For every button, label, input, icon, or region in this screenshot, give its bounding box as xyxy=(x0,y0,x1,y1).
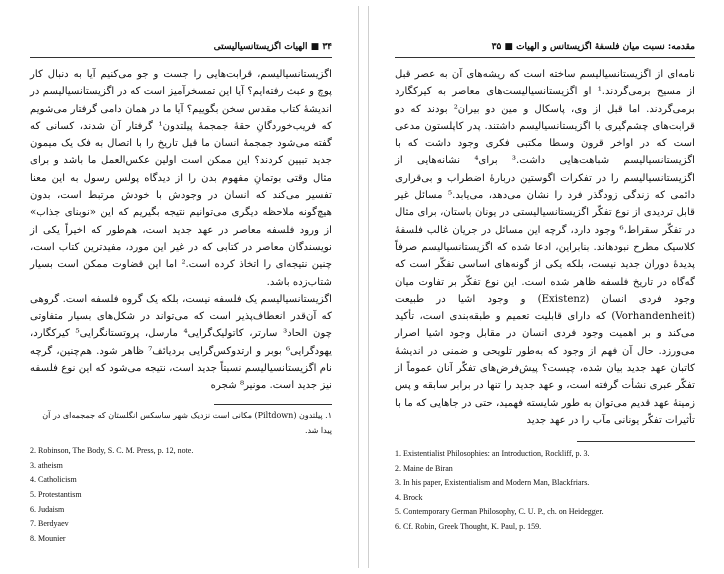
footnote-rule xyxy=(577,441,695,442)
footnotes xyxy=(395,447,695,535)
footnote: 5. Protestantism xyxy=(30,489,82,499)
footnote: 4. Catholicism xyxy=(30,475,77,485)
footnote: 1. Existentialist Philosophies: an Introduction, Rockliff, p. 3. xyxy=(395,449,590,458)
page-header xyxy=(395,42,695,56)
footnote: 4. Brock xyxy=(395,492,423,502)
footnote: 6. Cf. Robin, Greek Thought, K. Paul, p. 159. xyxy=(395,521,542,531)
footnote: 3. atheism xyxy=(30,460,63,470)
paragraph: اگزیستانسیالیسم، قرابت‌هایی را جست و جو می‌کنیم آیا به دنبال کار پوچ و عبث رفته‌ایم؟ آیا این تمسخرآمیز است که در اگزیستانسیالیسم در اندیشهٔ کتاب مقدس سخن بگوییم؟ آیا ما در همان دامی گرفتار می‌شویم که فریب‌خوردگانِ حقهٔ جمجمهٔ پیلتدون¹ گرفتار آن شدند، کسانی که گفته می‌شود جمجمهٔ انسان ما قبل تاریخ را با اتصال به فک یک میمون جدید تبیین کردند؟ این ممکن است اولین عکس‌العمل ما باشد و برای مثال وقتی بوتمانِ مفهوم بدن را از دیدگاه پولس رسول به این معنا تفسیر می‌کند که انسان در وجودش با خودش مرتبط است، بدون هیچ‌گونه ملاحظه دیگری می‌توانیم نتیجه بگیریم که این «نوبنای جذاب» از ورود فلسفه معاصر در عهد جدید است، هم‌طور که اخیراً یکی از نویسندگان معاصر در کتابی که در غیر این مورد، مفیدترین کتاب است، چنین نتیجه‌ای را اتخاذ کرده است.² اما این قضاوت ممکن است بسیار شتاب‌زده باشد. xyxy=(30,69,332,288)
header-rule xyxy=(30,57,332,58)
footnote: ۱. پیلتدون (Piltdown) مکانی است نزدیک شهر ساسکس انگلستان که جمجمه‌ای در آن پیدا شد. xyxy=(42,411,332,435)
running-header: مقدمه: نسبت میان فلسفهٔ اگزیستانس و الهیات ■ ۳۵ xyxy=(491,42,695,52)
header-rule xyxy=(395,57,695,58)
footnote: 7. Berdyaev xyxy=(30,519,69,529)
footnote: 8. Mounier xyxy=(30,533,66,543)
footnote-rule xyxy=(214,404,332,405)
footnote: 2. Robinson, The Body, S. C. M. Press, p. 12, note. xyxy=(30,446,194,456)
paragraph: اگزیستانسیالیسم یک فلسفه نیست، بلکه یک گروه فلسفه است. گروهی که آن‌قدر انعطاف‌پذیر است که می‌تواند در شکل‌های بسیار متفاوتی چون الحاد³ سارتر، کاتولیک‌گرایی⁴ مارسل، پروتستانگرایی⁵ کیرکگارد، یهودگرایی⁶ بوبر و ارتدوکس‌گرایی بردیائف⁷ ظاهر شود. هم‌چنین، گرچه نام اگزیستانسیالیسم نسبتاً جدید است، نتیجه می‌شود که این نوع فلسفه نیز جدید است. مونیر⁸ شجره xyxy=(30,293,333,392)
footnote: 5. Contemporary German Philosophy, C. U. P., ch. on Heidegger. xyxy=(395,507,604,517)
running-header: ۳۴ ■ الهیات اگزیستانسیالیستی xyxy=(213,42,332,52)
footnote: 2. Maine de Biran xyxy=(395,463,453,473)
body-text xyxy=(395,66,695,429)
footnote: 6. Judaism xyxy=(30,504,65,514)
footnote: 3. In his paper, Existentialism and Modern Man, Blackfriars. xyxy=(395,478,590,488)
left-page xyxy=(4,6,359,568)
right-page xyxy=(368,6,721,568)
body-text xyxy=(30,66,332,395)
footnotes xyxy=(30,409,332,546)
page-header xyxy=(30,42,332,56)
paragraph: نامه‌ای از اگزیستانسیالیسم ساخته است که ریشه‌های آن به عصر قبل از مسیح برمی‌گردند.¹ او اگزیستانسیالیست‌های معاصر به کیرکگارد برمی‌گردند. اما قبل از وی، پاسکال و مین دو بیران² بودند که دو قرابت‌های چشم‌گیری با اگزیستانسیالیسم داشتند. پدر کاپلستون مدعی است که در اواخر قرون وسطا مکتبی فکری وجود داشت که با اگزیستانسیالیسم شباهت‌هایی داشت.³ برای⁴ نشانه‌هایی از اگزیستانسیالیسم را در تفکرات اگوستین دربارهٔ اضطراب و بی‌قراری دائمی که زندگی زودگذر فرد را نشان می‌دهد، می‌یابد.⁵ مسائل غیر قابل تردیدی از نوع تفکّر اگزیستانسیالیستی در یونان باستان، برای مثال در تفکّر سقراط،⁶ وجود دارد، گرچه این مسائل در جریان غالب فلسفهٔ کلاسیک مطرح نبودهاند. بنابراین، ادعا شده که اگزیستانسیالیسم صرفاً پدیدهٔ دوران جدید نیست، بلکه یکی از گونه‌های اساسی تفکّر است که گه‌گاه در تاریخ فلسفه ظاهر شده است. این نوع تفکّر بر تفاوت میان وجود فردی انسان (Existenz) و وجود اشیا در طبیعت (Vorhandenheit) که دارای قابلیت تعمیم و طبقه‌بندی است، تأکید می‌کند و بر اهمیت وجود فردی انسان در مقابل وجود اشیا اصرار می‌ورزد. حال آن فهم از وجود که به‌طور تلویحی و ضمنی در اندیشهٔ کاتبان عهد جدید بیان شده، چیست؟ پیش‌فرض‌های تفکّر آنان عموماً از تفکّر عبری نشأت گرفته است، و عهد جدید را تنها در برابر سابقه و پس زمینهٔ عهد قدیم می‌توان به طور شایسته فهمید، حتی در جاهایی که ما با تأثیرات تفکّر یونانی مآب را در عهد جدید xyxy=(395,69,696,426)
